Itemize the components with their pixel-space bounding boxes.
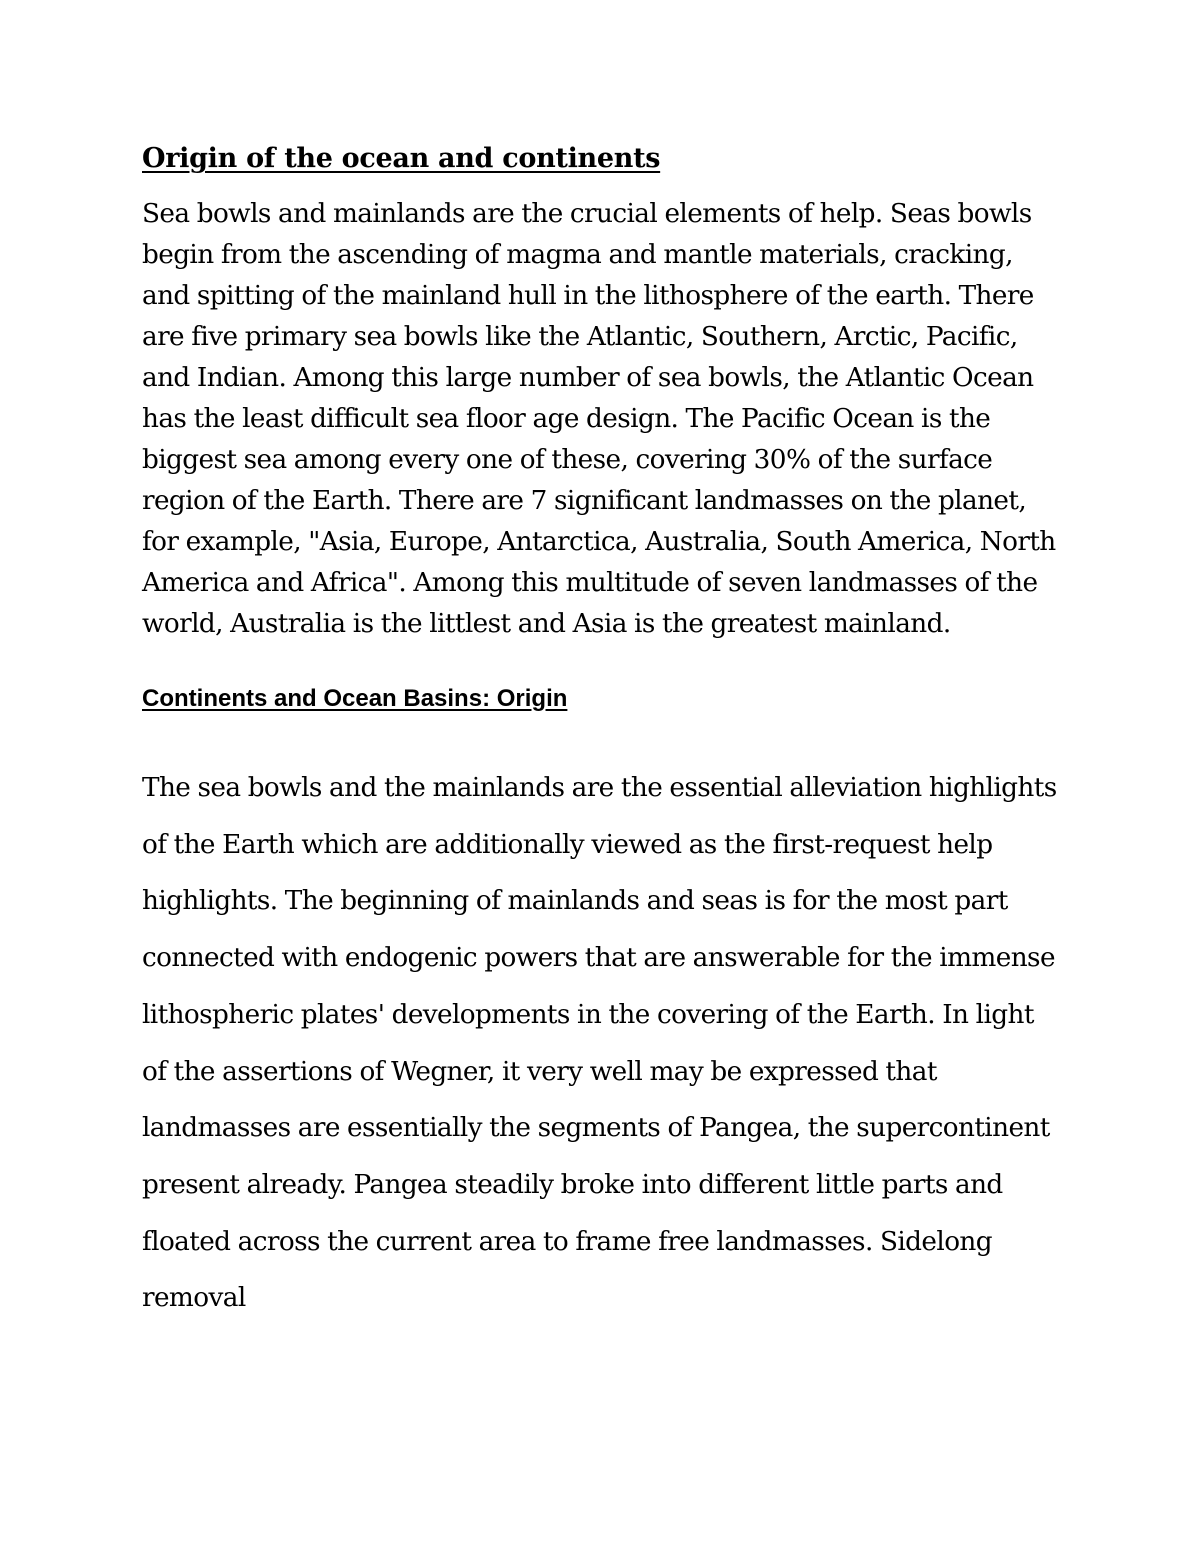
section-paragraph-continents: The sea bowls and the mainlands are the essential alleviation highlights of the Earth which are additionally viewed as the first-request help highlights. The beginning of mainlands and seas is for the most part connected with endogenic powers that are answerable for the immense lithospheric plates' developments in the covering of the Earth. In light of the assertions of Wegner, it very well may be expressed that landmasses are essentially the segments of Pangea, the supercontinent present already. Pangea steadily broke into different little parts and floated across the current area to frame free landmasses. Sidelong removal [142,773,1057,1314]
document-content [142,138,1062,1327]
section-paragraph-origin: Sea bowls and mainlands are the crucial elements of help. Seas bowls begin from the ascending of magma and mantle materials, cracking, and spitting of the mainland hull in the lithosphere of the earth. There are five primary sea bowls like the Atlantic, Southern, Arctic, Pacific, and Indian. Among this large number of sea bowls, the Atlantic Ocean has the least difficult sea floor age design. The Pacific Ocean is the biggest sea among every one of these, covering 30% of the surface region of the Earth. There are 7 significant landmasses on the planet, for example, "Asia, Europe, Antarctica, Australia, South America, North America and Africa". Among this multitude of seven landmasses of the world, Australia is the littlest and Asia is the greatest mainland. [142,199,1056,639]
section-heading-origin: Origin of the ocean and continents [142,143,661,174]
section-heading-continents: Continents and Ocean Basins: Origin [142,685,568,712]
